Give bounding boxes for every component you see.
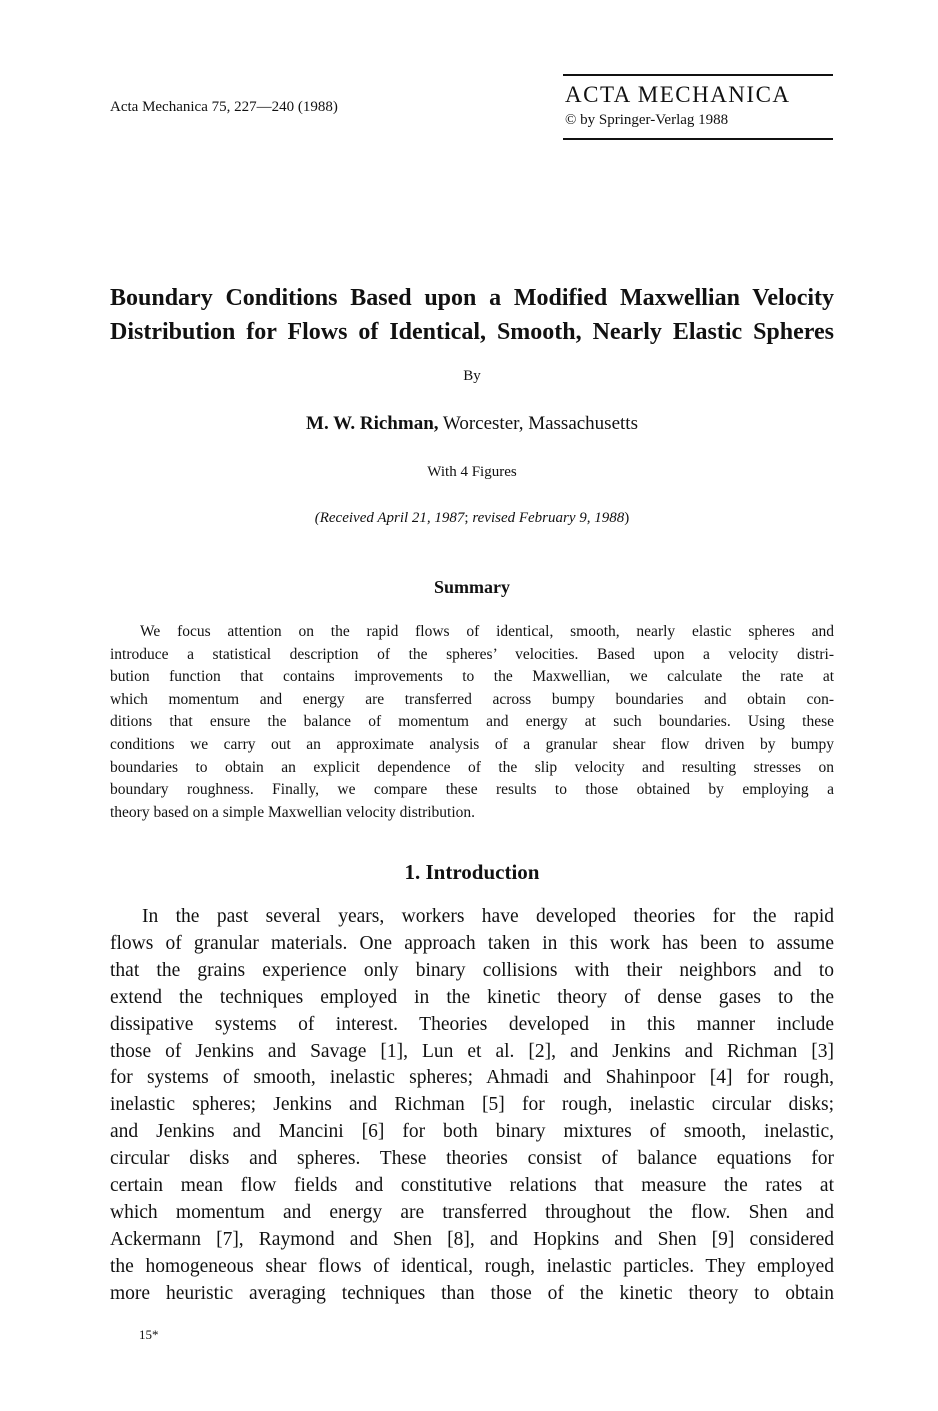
author-name: M. W. Richman, xyxy=(306,413,439,434)
received-close: ) xyxy=(624,510,630,526)
intro-line: inelastic spheres; Jenkins and Richman [5] for rough, inelastic circular disks; xyxy=(110,1094,834,1116)
journal-citation: Acta Mechanica 75, 227—240 (1988) xyxy=(110,99,338,115)
intro-line: extend the techniques employed in the kinetic theory of dense gases to the xyxy=(110,986,834,1008)
intro-line: flows of granular materials. One approach taken in this work has been to assume xyxy=(110,932,834,954)
intro-line: for systems of smooth, inelastic spheres; Ahmadi and Shahinpoor [4] for rough, xyxy=(110,1067,834,1089)
summary-heading: Summary xyxy=(434,577,510,597)
summary-line: conditions we carry out an approximate analysis of a granular shear flow driven by bumpy xyxy=(110,735,834,753)
author-location: Worcester, Massachusetts xyxy=(438,413,638,434)
intro-line: that the grains experience only binary collisions with their neighbors and to xyxy=(110,959,834,981)
intro-line: certain mean flow fields and constitutive relations that measure the rates at xyxy=(110,1175,834,1197)
section-heading-introduction: 1. Introduction xyxy=(404,860,540,884)
author-line xyxy=(110,413,834,435)
intro-line: and Jenkins and Mancini [6] for both binary mixtures of smooth, inelastic, xyxy=(110,1121,834,1143)
intro-line: those of Jenkins and Savage [1], Lun et al. [2], and Jenkins and Richman [3] xyxy=(110,1040,834,1062)
summary-paragraph xyxy=(110,621,834,824)
summary-line: theory based on a simple Maxwellian velocity distribution. xyxy=(110,803,476,821)
summary-line: ditions that ensure the balance of momentum and energy at such boundaries. Using these xyxy=(110,713,834,731)
received-dates xyxy=(110,510,834,527)
intro-line: the homogeneous shear flows of identical, rough, inelastic particles. They employed xyxy=(110,1255,834,1277)
intro-line: Ackermann [7], Raymond and Shen [8], and Hopkins and Shen [9] considered xyxy=(110,1228,834,1250)
summary-line: bution function that contains improvements to the Maxwellian, we calculate the rate at xyxy=(110,668,834,686)
by-label: By xyxy=(463,368,481,384)
summary-line: introduce a statistical description of the spheres’ velocities. Based upon a velocity distri- xyxy=(110,645,834,663)
intro-line: In the past several years, workers have developed theories for the rapid xyxy=(142,906,834,927)
intro-line: circular disks and spheres. These theories consist of balance equations for xyxy=(110,1148,834,1170)
title-line-2: Distribution for Flows of Identical, Smooth, Nearly Elastic Spheres xyxy=(110,319,834,345)
received-separator: ; xyxy=(464,510,469,526)
intro-line: more heuristic averaging techniques than those of the kinetic theory to obtain xyxy=(110,1282,834,1304)
summary-line: We focus attention on the rapid flows of identical, smooth, nearly elastic spheres and xyxy=(140,623,834,640)
paper-title xyxy=(110,281,834,349)
journal-masthead xyxy=(563,74,833,140)
summary-line: which momentum and energy are transferred across bumpy boundaries and obtain con- xyxy=(110,690,834,708)
summary-line: boundaries to obtain an explicit dependence of the slip velocity and resulting stresses on xyxy=(110,758,834,776)
summary-line: boundary roughness. Finally, we compare these results to those obtained by employing a xyxy=(110,781,834,799)
intro-line: dissipative systems of interest. Theories developed in this manner include xyxy=(110,1013,834,1035)
intro-line: which momentum and energy are transferred throughout the flow. Shen and xyxy=(110,1201,834,1223)
introduction-paragraph xyxy=(110,904,834,1308)
figure-count: With 4 Figures xyxy=(427,464,517,480)
journal-name: ACTA MECHANICA xyxy=(565,82,791,107)
page-signature-mark: 15* xyxy=(139,1327,159,1342)
received-date: (Received April 21, 1987 xyxy=(314,510,465,526)
title-line-1: Boundary Conditions Based upon a Modified Maxwellian Velocity xyxy=(110,285,834,311)
revised-date: revised February 9, 1988 xyxy=(468,510,625,526)
copyright-notice: © by Springer-Verlag 1988 xyxy=(565,112,729,128)
